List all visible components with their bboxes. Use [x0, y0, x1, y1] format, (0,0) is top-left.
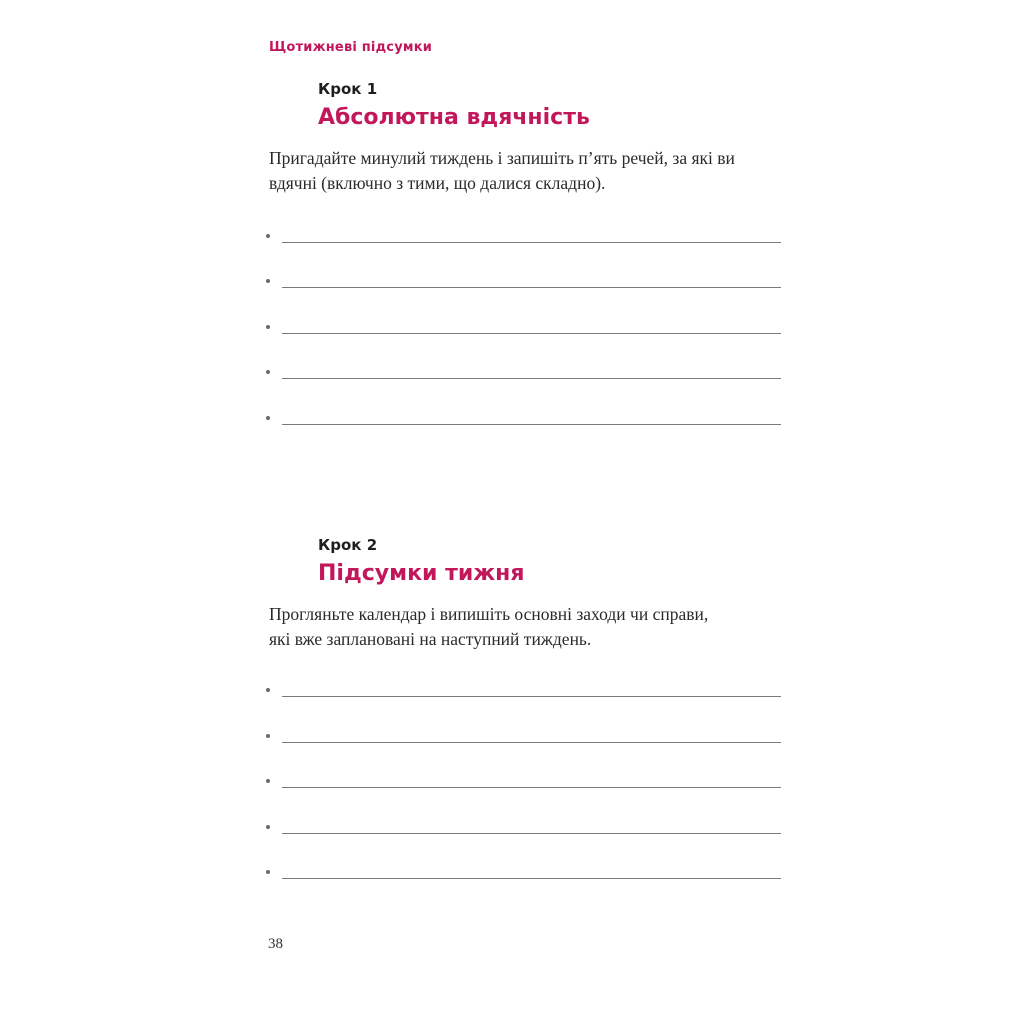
step-2-label: Крок 2 [318, 536, 378, 554]
bullet-icon [266, 688, 270, 692]
step-1-instruction-line-1: Пригадайте минулий тиждень і запишіть п’ять речей, за які ви [269, 148, 735, 168]
step-1-instruction [269, 146, 789, 196]
running-header: Щотижневі підсумки [269, 40, 433, 55]
write-rule [282, 696, 781, 697]
step-1-write-line-5[interactable] [266, 414, 781, 428]
write-rule [282, 287, 781, 288]
bullet-icon [266, 325, 270, 329]
step-2-write-line-5[interactable] [266, 868, 781, 882]
bullet-icon [266, 870, 270, 874]
step-2-write-line-2[interactable] [266, 732, 781, 746]
write-rule [282, 333, 781, 334]
step-1-write-line-2[interactable] [266, 277, 781, 291]
page-number: 38 [268, 936, 283, 952]
step-1-label: Крок 1 [318, 80, 378, 98]
write-rule [282, 424, 781, 425]
write-rule [282, 242, 781, 243]
step-1-write-line-3[interactable] [266, 323, 781, 337]
step-2-write-line-3[interactable] [266, 777, 781, 791]
bullet-icon [266, 370, 270, 374]
step-1-write-line-4[interactable] [266, 368, 781, 382]
write-rule [282, 878, 781, 879]
bullet-icon [266, 779, 270, 783]
bullet-icon [266, 416, 270, 420]
write-rule [282, 787, 781, 788]
step-2-instruction-line-2: які вже заплановані на наступний тиждень. [269, 629, 592, 649]
step-2-heading [318, 534, 524, 588]
step-2-write-line-1[interactable] [266, 686, 781, 700]
bullet-icon [266, 734, 270, 738]
step-1-write-line-1[interactable] [266, 232, 781, 246]
step-1-heading [318, 78, 590, 132]
step-2-instruction-line-1: Прогляньте календар і випишіть основні заходи чи справи, [269, 604, 709, 624]
step-2-write-line-4[interactable] [266, 823, 781, 837]
write-rule [282, 833, 781, 834]
step-1-instruction-line-2: вдячні (включно з тими, що далися складно). [269, 173, 606, 193]
step-2-instruction [269, 602, 789, 652]
bullet-icon [266, 825, 270, 829]
write-rule [282, 378, 781, 379]
write-rule [282, 742, 781, 743]
bullet-icon [266, 279, 270, 283]
bullet-icon [266, 234, 270, 238]
step-1-title: Абсолютна вдячність [318, 105, 590, 130]
step-2-title: Підсумки тижня [318, 561, 525, 586]
